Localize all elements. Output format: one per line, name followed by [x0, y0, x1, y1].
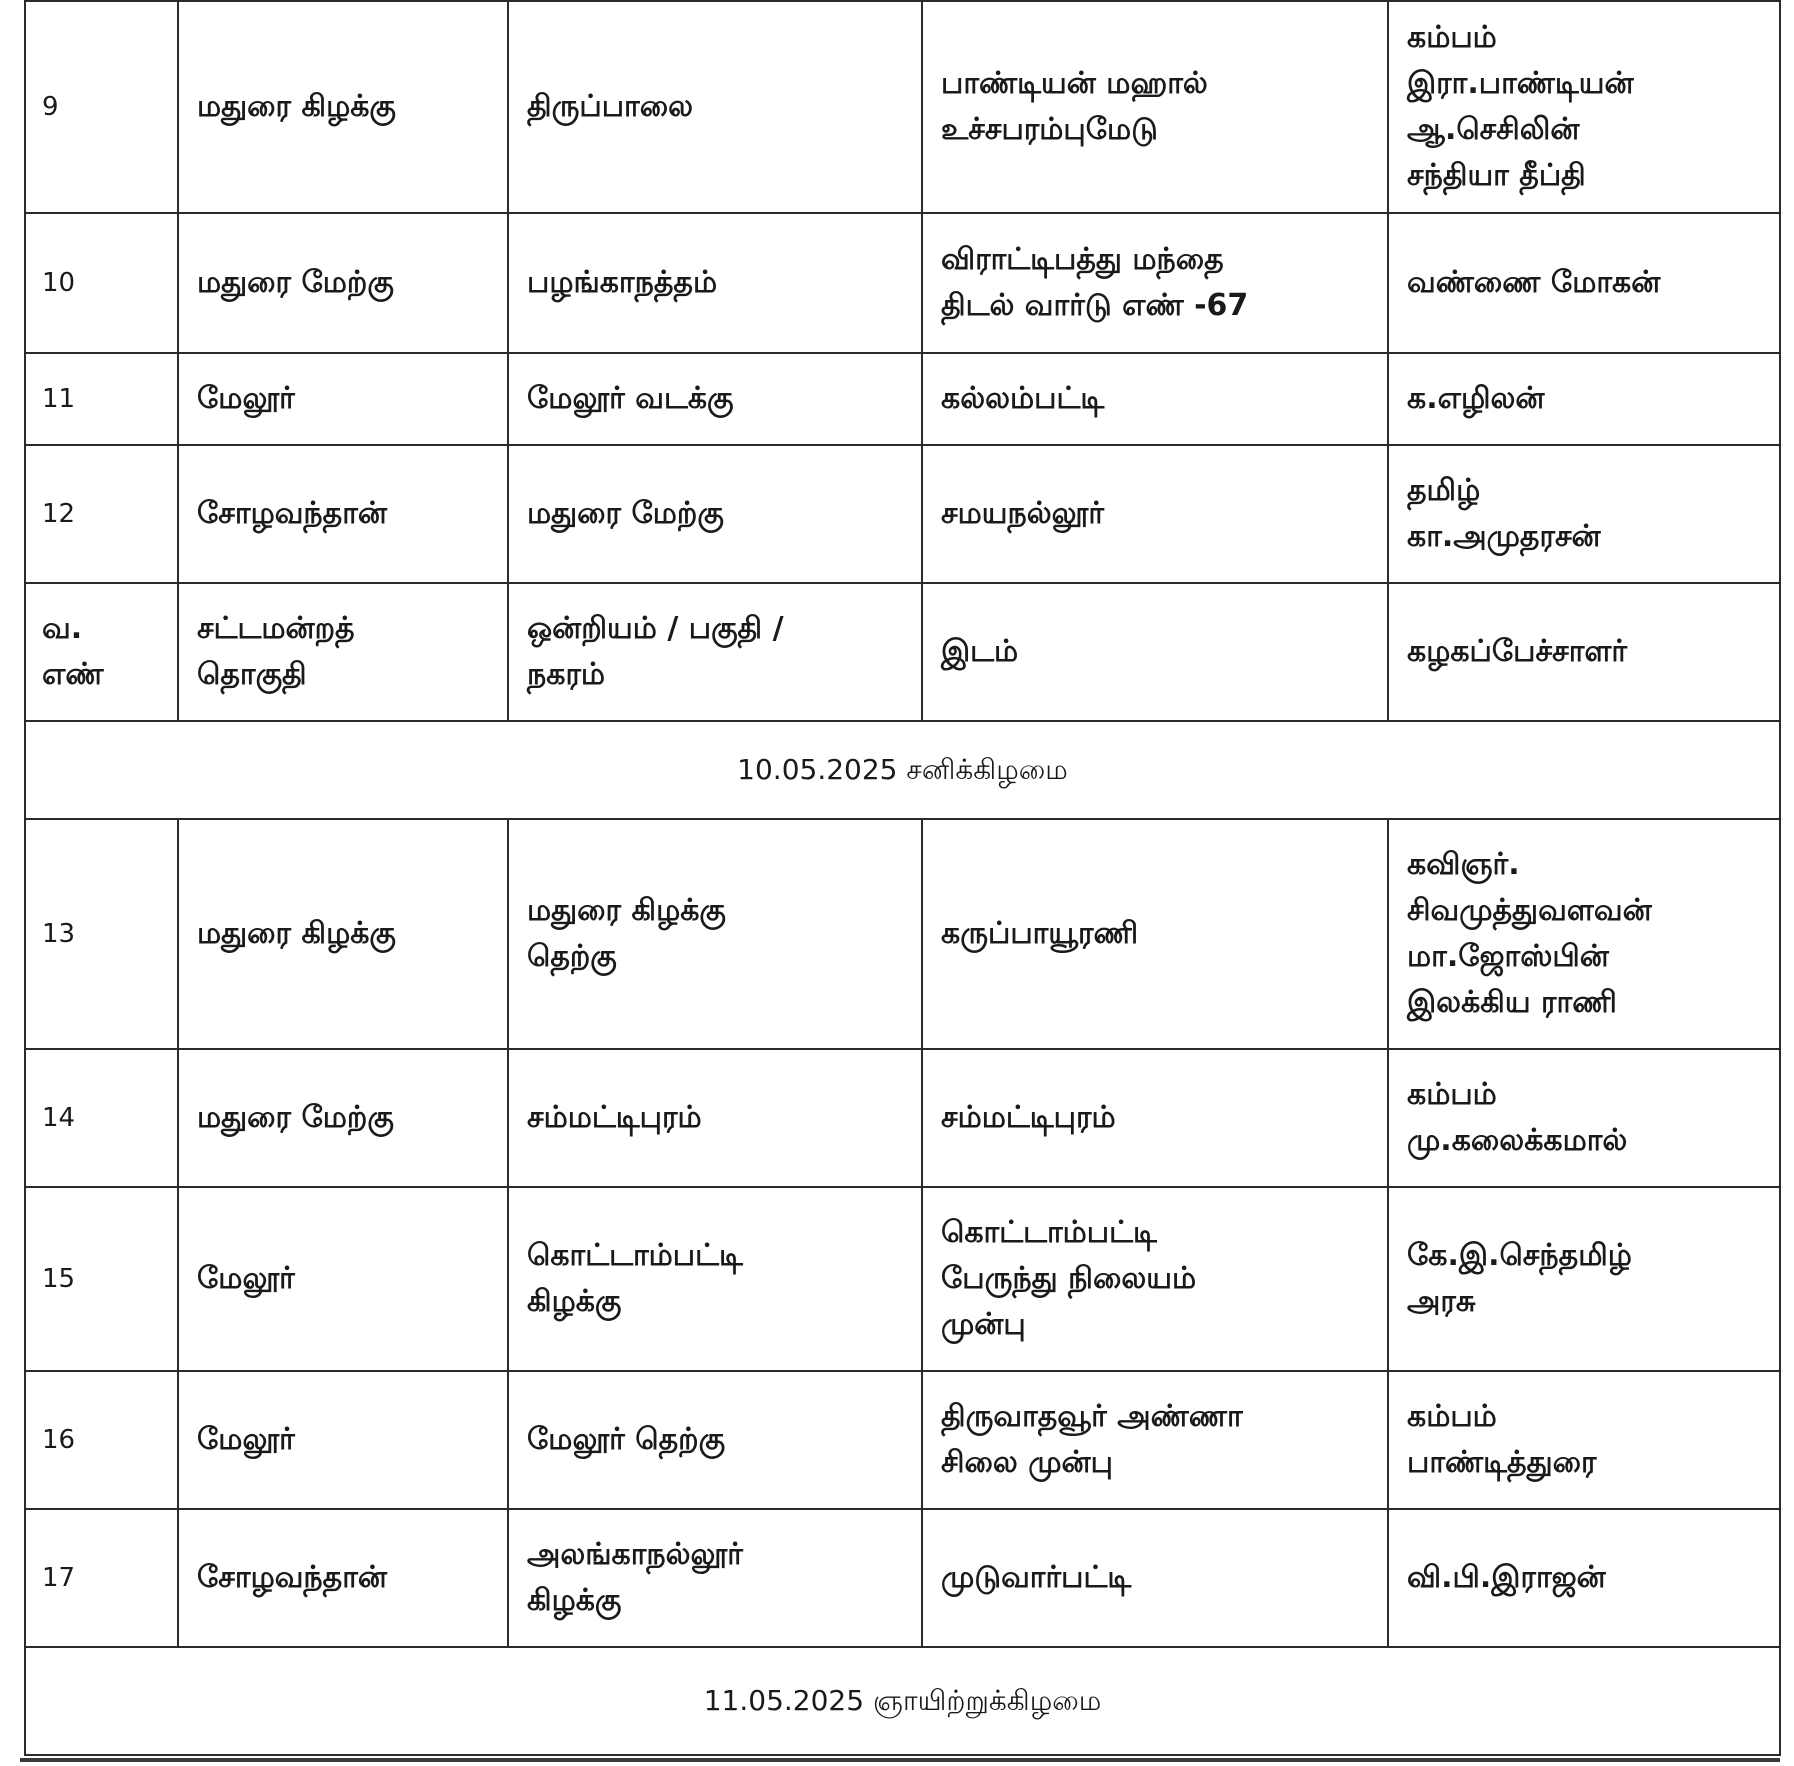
- column-header-row: [25, 583, 1780, 721]
- page-bottom-rule: [20, 1758, 1780, 1762]
- header-constituency: சட்டமன்றத் தொகுதி: [178, 583, 508, 721]
- row-number: 12: [25, 445, 178, 583]
- table-row: [25, 445, 1780, 583]
- table-row: [25, 1049, 1780, 1187]
- table-row: [25, 1371, 1780, 1509]
- speaker-cell: கே.இ.செந்தமிழ் அரசு: [1388, 1187, 1780, 1371]
- speaker-cell: வண்ணை மோகன்: [1388, 213, 1780, 353]
- header-place: இடம்: [922, 583, 1388, 721]
- constituency-cell: சோழவந்தான்: [178, 1509, 508, 1647]
- table-row: [25, 213, 1780, 353]
- schedule-sheet: [24, 0, 1779, 1756]
- row-number: 14: [25, 1049, 178, 1187]
- speaker-cell: கம்பம் மு.கலைக்கமால்: [1388, 1049, 1780, 1187]
- union-cell: கொட்டாம்பட்டி கிழக்கு: [508, 1187, 922, 1371]
- place-cell: சம்மட்டிபுரம்: [922, 1049, 1388, 1187]
- row-number: 10: [25, 213, 178, 353]
- table-row: [25, 1, 1780, 213]
- union-cell: மேலூர் தெற்கு: [508, 1371, 922, 1509]
- place-cell: விராட்டிபத்து மந்தை திடல் வார்டு எண் -67: [922, 213, 1388, 353]
- row-number: 16: [25, 1371, 178, 1509]
- row-number: 9: [25, 1, 178, 213]
- speaker-cell: கம்பம் பாண்டித்துரை: [1388, 1371, 1780, 1509]
- place-cell: திருவாதவூர் அண்ணா சிலை முன்பு: [922, 1371, 1388, 1509]
- place-cell: சமயநல்லூர்: [922, 445, 1388, 583]
- union-cell: மதுரை மேற்கு: [508, 445, 922, 583]
- row-number: 13: [25, 819, 178, 1049]
- speaker-cell: தமிழ் கா.அமுதரசன்: [1388, 445, 1780, 583]
- union-cell: பழங்காநத்தம்: [508, 213, 922, 353]
- constituency-cell: மதுரை மேற்கு: [178, 1049, 508, 1187]
- constituency-cell: சோழவந்தான்: [178, 445, 508, 583]
- row-number: 17: [25, 1509, 178, 1647]
- date-label: 11.05.2025 ஞாயிற்றுக்கிழமை: [25, 1647, 1780, 1755]
- row-number: 11: [25, 353, 178, 445]
- union-cell: சம்மட்டிபுரம்: [508, 1049, 922, 1187]
- place-cell: பாண்டியன் மஹால் உச்சபரம்புமேடு: [922, 1, 1388, 213]
- place-cell: கல்லம்பட்டி: [922, 353, 1388, 445]
- constituency-cell: மதுரை கிழக்கு: [178, 1, 508, 213]
- constituency-cell: மதுரை கிழக்கு: [178, 819, 508, 1049]
- header-union: ஒன்றியம் / பகுதி / நகரம்: [508, 583, 922, 721]
- speaker-cell: க.எழிலன்: [1388, 353, 1780, 445]
- place-cell: கருப்பாயூரணி: [922, 819, 1388, 1049]
- place-cell: முடுவார்பட்டி: [922, 1509, 1388, 1647]
- speaker-cell: வி.பி.இராஜன்: [1388, 1509, 1780, 1647]
- date-row: [25, 1647, 1780, 1755]
- constituency-cell: மேலூர்: [178, 1187, 508, 1371]
- union-cell: திருப்பாலை: [508, 1, 922, 213]
- header-serial-number: வ. எண்: [25, 583, 178, 721]
- schedule-table: [24, 0, 1781, 1756]
- row-number: 15: [25, 1187, 178, 1371]
- date-row: [25, 721, 1780, 819]
- constituency-cell: மேலூர்: [178, 353, 508, 445]
- speaker-cell: கவிஞர். சிவமுத்துவளவன் மா.ஜோஸ்பின் இலக்கிய ராணி: [1388, 819, 1780, 1049]
- table-row: [25, 819, 1780, 1049]
- constituency-cell: மேலூர்: [178, 1371, 508, 1509]
- header-speaker: கழகப்பேச்சாளர்: [1388, 583, 1780, 721]
- union-cell: அலங்காநல்லூர் கிழக்கு: [508, 1509, 922, 1647]
- union-cell: மேலூர் வடக்கு: [508, 353, 922, 445]
- place-cell: கொட்டாம்பட்டி பேருந்து நிலையம் முன்பு: [922, 1187, 1388, 1371]
- table-row: [25, 1187, 1780, 1371]
- speaker-cell: கம்பம் இரா.பாண்டியன் ஆ.செசிலின் சந்தியா தீப்தி: [1388, 1, 1780, 213]
- union-cell: மதுரை கிழக்கு தெற்கு: [508, 819, 922, 1049]
- date-label: 10.05.2025 சனிக்கிழமை: [25, 721, 1780, 819]
- table-row: [25, 1509, 1780, 1647]
- constituency-cell: மதுரை மேற்கு: [178, 213, 508, 353]
- table-row: [25, 353, 1780, 445]
